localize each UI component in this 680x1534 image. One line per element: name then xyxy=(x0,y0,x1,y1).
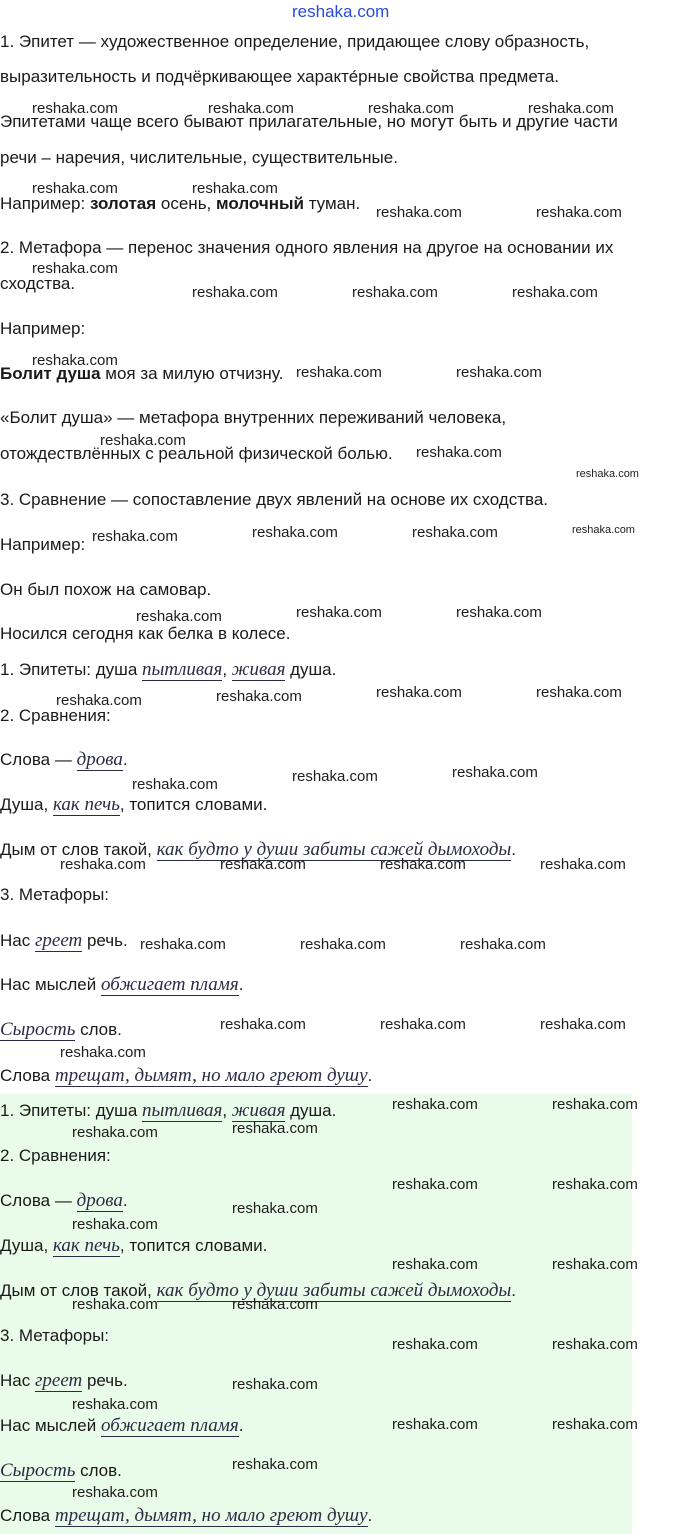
watermark: reshaka.com xyxy=(232,1456,318,1473)
watermark: reshaka.com xyxy=(232,1120,318,1137)
watermark: reshaka.com xyxy=(32,352,118,369)
answer-text: Слова — xyxy=(0,1191,77,1210)
watermark: reshaka.com xyxy=(352,284,438,301)
answer-text: 1. Эпитеты: душа xyxy=(0,660,142,679)
metaphor-definition-line1: 2. Метафора — перенос значения одного явления на другое на основании их xyxy=(0,238,614,257)
watermark: reshaka.com xyxy=(376,684,462,701)
example-text: моя за милую отчизну. xyxy=(100,364,284,383)
watermark: reshaka.com xyxy=(136,608,222,625)
watermark: reshaka.com xyxy=(232,1200,318,1217)
answer-text: речь. xyxy=(82,931,128,950)
watermark: reshaka.com xyxy=(60,856,146,873)
handwritten-word: живая xyxy=(231,1100,286,1121)
watermark: reshaka.com xyxy=(576,468,639,480)
metaphor-definition-line2: сходства. xyxy=(0,274,76,293)
answer-text: . xyxy=(238,1416,244,1435)
handwritten-word: трещат, дымят, но мало греют душу xyxy=(54,1505,368,1526)
watermark: reshaka.com xyxy=(232,1376,318,1393)
answer-text: Нас мыслей xyxy=(0,975,101,994)
answer-comparisons-title: 2. Сравнения: xyxy=(0,1146,111,1165)
watermark: reshaka.com xyxy=(416,444,502,461)
handwritten-word: обжигает пламя xyxy=(100,974,239,995)
watermark: reshaka.com xyxy=(232,1296,318,1313)
handwritten-word: пытливая xyxy=(142,659,223,680)
handwritten-word: как будто у души забиты сажей дымоходы xyxy=(156,1280,512,1301)
handwritten-word: обжигает пламя xyxy=(100,1415,239,1436)
answer-comparison-2 xyxy=(0,1235,267,1257)
watermark: reshaka.com xyxy=(216,688,302,705)
answer-metaphor-1 xyxy=(0,1370,128,1392)
watermark: reshaka.com xyxy=(572,524,635,536)
watermark: reshaka.com xyxy=(552,1096,638,1113)
watermark: reshaka.com xyxy=(456,364,542,381)
watermark: reshaka.com xyxy=(72,1484,158,1501)
metaphor-explanation-line1: «Болит душа» — метафора внутренних переживаний человека, xyxy=(0,408,507,427)
watermark: reshaka.com xyxy=(252,524,338,541)
answer-text: . xyxy=(122,750,128,769)
answer-text: 1. Эпитеты: душа xyxy=(0,1101,142,1120)
answer-text: речь. xyxy=(82,1371,128,1390)
watermark: reshaka.com xyxy=(220,1016,306,1033)
answer-text: душа. xyxy=(285,1101,337,1120)
answer-comparison-2 xyxy=(0,794,267,816)
answer-text: . xyxy=(511,840,517,859)
answer-metaphors-title: 3. Метафоры: xyxy=(0,885,110,904)
watermark: reshaka.com xyxy=(72,1216,158,1233)
example-prefix: Например: xyxy=(0,194,90,213)
answer-comparison-1 xyxy=(0,1190,128,1212)
watermark: reshaka.com xyxy=(392,1416,478,1433)
handwritten-word: греет xyxy=(34,930,83,951)
watermark: reshaka.com xyxy=(552,1336,638,1353)
answer-metaphor-4 xyxy=(0,1505,372,1527)
watermark: reshaka.com xyxy=(552,1256,638,1273)
answer-text: Нас xyxy=(0,1371,35,1390)
answer-epithets xyxy=(0,659,336,681)
watermark: reshaka.com xyxy=(456,604,542,621)
handwritten-word: трещат, дымят, но мало греют душу xyxy=(54,1065,368,1086)
answer-text: Нас xyxy=(0,931,35,950)
answer-text: , топится словами. xyxy=(119,795,268,814)
watermark: reshaka.com xyxy=(392,1336,478,1353)
watermark: reshaka.com xyxy=(452,764,538,781)
watermark: reshaka.com xyxy=(380,856,466,873)
answer-comparison-1 xyxy=(0,749,128,771)
answer-text: . xyxy=(238,975,244,994)
site-link[interactable]: reshaka.com xyxy=(292,2,390,21)
example-text: туман. xyxy=(303,194,361,213)
answer-text: . xyxy=(122,1191,128,1210)
handwritten-word: дрова xyxy=(76,1190,123,1211)
answer-text: , xyxy=(222,1101,232,1120)
metaphor-example-label: Например: xyxy=(0,319,86,338)
answer-text: Душа, xyxy=(0,1236,53,1255)
handwritten-word: как печь xyxy=(52,794,120,815)
watermark: reshaka.com xyxy=(192,284,278,301)
answer-text: . xyxy=(367,1066,373,1085)
example-word: молочный xyxy=(216,194,304,213)
answer-text: Душа, xyxy=(0,795,53,814)
watermark: reshaka.com xyxy=(512,284,598,301)
answer-text: слов. xyxy=(75,1020,122,1039)
watermark: reshaka.com xyxy=(208,100,294,117)
watermark: reshaka.com xyxy=(536,204,622,221)
answer-metaphor-4 xyxy=(0,1065,372,1087)
watermark: reshaka.com xyxy=(220,856,306,873)
watermark: reshaka.com xyxy=(392,1256,478,1273)
answer-metaphor-3 xyxy=(0,1460,122,1482)
watermark: reshaka.com xyxy=(368,100,454,117)
watermark: reshaka.com xyxy=(528,100,614,117)
watermark: reshaka.com xyxy=(392,1096,478,1113)
example-text: осень, xyxy=(156,194,216,213)
watermark: reshaka.com xyxy=(292,768,378,785)
handwritten-word: греет xyxy=(34,1370,83,1391)
watermark: reshaka.com xyxy=(380,1016,466,1033)
answer-text: Дым от слов такой, xyxy=(0,1281,157,1300)
watermark: reshaka.com xyxy=(140,936,226,953)
comparison-example-label: Например: xyxy=(0,535,86,554)
handwritten-word: как печь xyxy=(52,1235,120,1256)
answer-comparisons-title: 2. Сравнения: xyxy=(0,706,111,725)
watermark: reshaka.com xyxy=(536,684,622,701)
metaphor-explanation-line2: отождествлённых с реальной физической болью. xyxy=(0,444,393,463)
epithet-parts-line2: речи – наречия, числительные, существительные. xyxy=(0,148,398,167)
handwritten-word: Сырость xyxy=(0,1019,76,1040)
answer-text: . xyxy=(367,1506,373,1525)
answer-epithets xyxy=(0,1100,336,1122)
answer-text: , топится словами. xyxy=(119,1236,268,1255)
answer-metaphor-3 xyxy=(0,1019,122,1041)
example-word: золотая xyxy=(89,194,157,213)
answer-metaphor-1 xyxy=(0,930,128,952)
handwritten-word: Сырость xyxy=(0,1460,76,1481)
answer-text: Нас мыслей xyxy=(0,1416,101,1435)
watermark: reshaka.com xyxy=(32,100,118,117)
watermark: reshaka.com xyxy=(32,260,118,277)
handwritten-word: как будто у души забиты сажей дымоходы xyxy=(156,839,512,860)
watermark: reshaka.com xyxy=(552,1416,638,1433)
watermark: reshaka.com xyxy=(460,936,546,953)
epithet-parts-line1: Эпитетами чаще всего бывают прилагательные, но могут быть и другие части xyxy=(0,112,618,131)
watermark: reshaka.com xyxy=(540,856,626,873)
comparison-definition: 3. Сравнение — сопоставление двух явлений на основе их сходства. xyxy=(0,490,549,509)
example-word: Болит душа xyxy=(0,364,101,383)
watermark: reshaka.com xyxy=(72,1124,158,1141)
watermark: reshaka.com xyxy=(376,204,462,221)
watermark: reshaka.com xyxy=(296,604,382,621)
watermark: reshaka.com xyxy=(540,1016,626,1033)
watermark: reshaka.com xyxy=(552,1176,638,1193)
answer-text: Дым от слов такой, xyxy=(0,840,157,859)
watermark: reshaka.com xyxy=(92,528,178,545)
watermark: reshaka.com xyxy=(60,1044,146,1061)
epithet-definition-line2: выразительность и подчёркивающее характе́рные свойства предмета. xyxy=(0,67,560,86)
answer-text: Слова xyxy=(0,1506,55,1525)
watermark: reshaka.com xyxy=(412,524,498,541)
comparison-example-2: Носился сегодня как белка в колесе. xyxy=(0,624,291,643)
answer-metaphor-2 xyxy=(0,1415,243,1437)
watermark: reshaka.com xyxy=(296,364,382,381)
watermark: reshaka.com xyxy=(300,936,386,953)
epithet-definition-line1: 1. Эпитет — художественное определение, придающее слову образность, xyxy=(0,32,590,51)
watermark: reshaka.com xyxy=(392,1176,478,1193)
watermark: reshaka.com xyxy=(72,1396,158,1413)
handwritten-word: живая xyxy=(231,659,286,680)
answer-text: душа. xyxy=(285,660,337,679)
answer-text: Слова xyxy=(0,1066,55,1085)
answer-text: слов. xyxy=(75,1461,122,1480)
answer-metaphor-2 xyxy=(0,974,243,996)
watermark: reshaka.com xyxy=(100,432,186,449)
answer-text: Слова — xyxy=(0,750,77,769)
answer-text: , xyxy=(222,660,232,679)
watermark: reshaka.com xyxy=(32,180,118,197)
answer-text: . xyxy=(511,1281,517,1300)
watermark: reshaka.com xyxy=(132,776,218,793)
watermark: reshaka.com xyxy=(56,692,142,709)
watermark: reshaka.com xyxy=(192,180,278,197)
comparison-example-1: Он был похож на самовар. xyxy=(0,580,212,599)
answer-metaphors-title: 3. Метафоры: xyxy=(0,1326,110,1345)
handwritten-word: пытливая xyxy=(142,1100,223,1121)
watermark: reshaka.com xyxy=(72,1296,158,1313)
handwritten-word: дрова xyxy=(76,749,123,770)
